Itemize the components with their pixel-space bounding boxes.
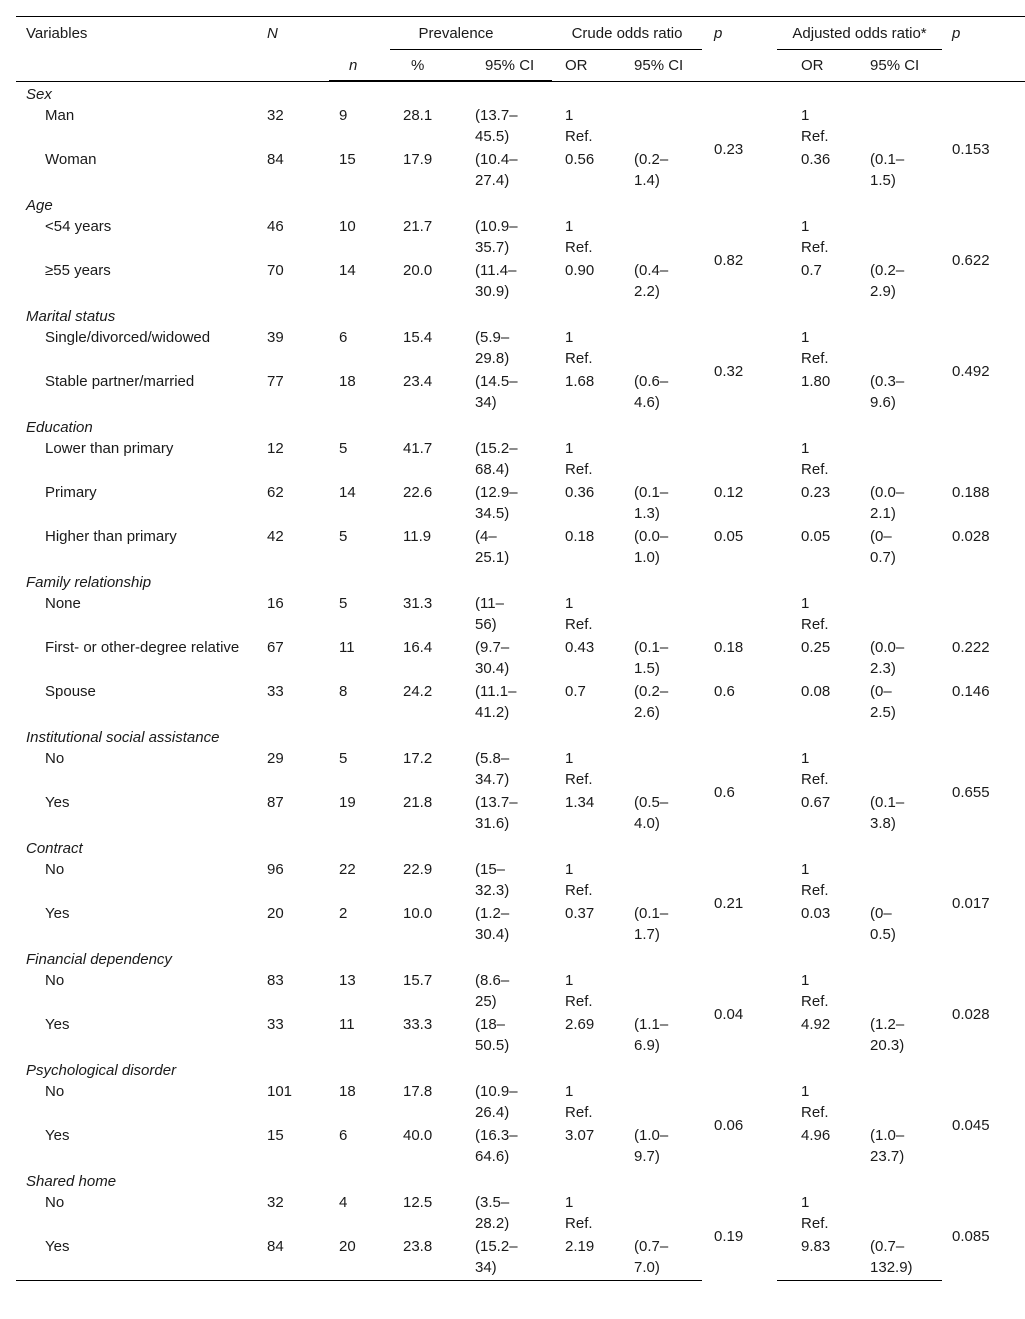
row-label: Man (45, 107, 75, 124)
header-sub-percent: % (390, 50, 466, 82)
cell-or-ci: (0.1– 1.5) (634, 639, 669, 677)
cell-aor-ci: (0.0– 2.1) (870, 484, 905, 522)
table-row (16, 1125, 1025, 1169)
cell-n: 5 (339, 528, 348, 545)
header-variables: Variables (16, 17, 259, 50)
cell-aor: 0.67 (801, 794, 831, 811)
cell-aor: 0.25 (801, 639, 831, 656)
table-row (16, 105, 1025, 149)
cell-aor: 4.96 (801, 1127, 831, 1144)
table-row (16, 526, 1025, 570)
cell-p-adjusted (942, 438, 1025, 482)
row-label: Yes (16, 1236, 259, 1281)
cell-n: 10 (339, 218, 356, 235)
category-label: Institutional social assistance (26, 729, 220, 746)
cell-or-ci: (0.1– 1.3) (634, 484, 669, 522)
cell-percent: 21.8 (403, 794, 433, 811)
cell-percent: 23.4 (403, 373, 433, 390)
cell-n-total: 46 (267, 218, 284, 235)
cell-ci: (16.3– 64.6) (475, 1127, 518, 1165)
cell-or: 1.68 (565, 373, 595, 390)
cell-or-ci: (0.2– 2.6) (634, 683, 669, 721)
row-label: First- or other-degree relative (45, 639, 240, 656)
cell-ci: (13.7– 31.6) (475, 794, 518, 832)
cell-or-ci: (0.6– 4.6) (634, 373, 669, 411)
category-label: Sex (26, 86, 52, 103)
cell-aor-ci: (0.1– 1.5) (870, 151, 905, 189)
category-row (16, 1058, 1025, 1081)
row-label: Yes (45, 794, 70, 811)
cell-percent: 17.8 (403, 1083, 433, 1100)
cell-or: 3.07 (565, 1127, 595, 1144)
table-row (16, 216, 1025, 260)
table-row (16, 1192, 1025, 1236)
cell-aor: 1 Ref. (801, 750, 829, 788)
cell-or: 1 Ref. (565, 218, 593, 256)
table-row (16, 438, 1025, 482)
cell-aor-ci: (0– 2.5) (870, 683, 896, 721)
cell-p-adjusted: 0.085 (952, 1227, 990, 1245)
cell-or: 2.19 (552, 1236, 625, 1281)
cell-or: 1 Ref. (565, 750, 593, 788)
cell-ci: (5.9– 29.8) (475, 329, 510, 367)
cell-n-total: 32 (267, 1194, 284, 1211)
cell-ci: (8.6– 25) (475, 972, 510, 1010)
cell-ci: (10.4– 27.4) (475, 151, 518, 189)
header-p-crude: p (702, 17, 777, 50)
cell-p-crude (702, 438, 777, 482)
cell-or: 0.43 (565, 639, 595, 656)
header-sub-aor: OR (777, 50, 852, 82)
cell-or-ci (625, 593, 702, 637)
cell-p-adjusted: 0.146 (952, 683, 990, 700)
cell-or-ci: (0.4– 2.2) (634, 262, 669, 300)
cell-p-crude: 0.18 (714, 639, 744, 656)
header-sub-or-ci: 95% CI (625, 50, 702, 82)
table-row (16, 903, 1025, 947)
cell-n-total: 84 (259, 1236, 329, 1281)
cell-or: 2.69 (565, 1016, 595, 1033)
header-spacer (329, 17, 390, 50)
row-label: No (45, 861, 65, 878)
category-label: Psychological disorder (26, 1062, 177, 1079)
cell-aor-ci: (0.3– 9.6) (870, 373, 905, 411)
cell-or-ci (625, 1192, 702, 1236)
cell-n-total: 12 (267, 440, 284, 457)
category-label: Shared home (26, 1173, 117, 1190)
row-label: No (45, 1194, 65, 1211)
cell-p-crude: 0.12 (714, 484, 744, 501)
cell-n: 9 (339, 107, 348, 124)
table-row (16, 593, 1025, 637)
cell-percent: 12.5 (403, 1194, 433, 1211)
header-p-adjusted: p (942, 17, 1025, 50)
table-row (16, 792, 1025, 836)
cell-ci: (5.8– 34.7) (475, 750, 510, 788)
cell-or-ci (625, 748, 702, 792)
table-row (16, 748, 1025, 792)
cell-percent: 23.8 (390, 1236, 466, 1281)
category-row (16, 570, 1025, 593)
cell-ci: (15.2– 34) (466, 1236, 552, 1281)
header-sub-aor-ci: 95% CI (852, 50, 942, 82)
cell-n: 6 (339, 329, 348, 346)
cell-n-total: 96 (267, 861, 284, 878)
cell-n-total: 32 (267, 107, 284, 124)
cell-or: 1 Ref. (565, 595, 593, 633)
table-body (16, 82, 1025, 1281)
cell-n-total: 83 (267, 972, 284, 989)
cell-aor-ci (852, 327, 942, 371)
cell-aor-ci: (0.0– 2.3) (870, 639, 905, 677)
cell-n-total: 70 (267, 262, 284, 279)
category-label: Education (26, 419, 93, 436)
cell-p-adjusted: 0.028 (952, 1005, 990, 1023)
category-label: Financial dependency (26, 951, 172, 968)
cell-p-crude: 0.06 (714, 1116, 744, 1134)
row-label: Yes (45, 1016, 70, 1033)
cell-ci: (11.4– 30.9) (475, 262, 517, 300)
cell-percent: 15.4 (403, 329, 433, 346)
cell-p-crude: 0.21 (714, 894, 744, 912)
category-row (16, 1169, 1025, 1192)
cell-p-crude: 0.04 (714, 1005, 744, 1023)
cell-or: 1 Ref. (565, 972, 593, 1010)
category-row (16, 193, 1025, 216)
cell-ci: (10.9– 26.4) (475, 1083, 518, 1121)
table-row (16, 260, 1025, 304)
cell-or: 1 Ref. (565, 1194, 593, 1232)
cell-ci: (10.9– 35.7) (475, 218, 518, 256)
cell-n-total: 15 (267, 1127, 284, 1144)
table-row (16, 970, 1025, 1014)
cell-p-adjusted: 0.188 (952, 484, 990, 501)
cell-p-crude: 0.05 (714, 528, 744, 545)
category-row (16, 82, 1025, 106)
cell-n-total: 20 (267, 905, 284, 922)
cell-ci: (1.2– 30.4) (475, 905, 510, 943)
cell-n: 19 (339, 794, 356, 811)
cell-ci: (11– 56) (475, 595, 504, 633)
table-row (16, 637, 1025, 681)
cell-ci: (12.9– 34.5) (475, 484, 518, 522)
cell-p-adjusted: 0.222 (952, 639, 990, 656)
cell-or: 1 Ref. (565, 861, 593, 899)
cell-aor-ci: (1.0– 23.7) (870, 1127, 905, 1165)
cell-n-total: 84 (267, 151, 284, 168)
row-label: No (45, 750, 65, 767)
cell-p-crude (702, 593, 777, 637)
category-label: Family relationship (26, 574, 152, 591)
cell-n: 8 (339, 683, 348, 700)
cell-ci: (9.7– 30.4) (475, 639, 510, 677)
cell-aor: 1 Ref. (801, 440, 829, 478)
table-row (16, 482, 1025, 526)
cell-aor-ci (852, 1192, 942, 1236)
header-n-total: N (259, 17, 329, 50)
cell-ci: (18– 50.5) (475, 1016, 510, 1054)
table-row (16, 1014, 1025, 1058)
cell-or: 0.7 (565, 683, 586, 700)
cell-n: 11 (339, 639, 355, 656)
cell-or: 1.34 (565, 794, 595, 811)
cell-or: 0.37 (565, 905, 595, 922)
cell-aor: 1 Ref. (801, 218, 829, 256)
cell-n: 15 (339, 151, 356, 168)
category-label: Contract (26, 840, 83, 857)
cell-p-crude: 0.19 (714, 1227, 744, 1245)
cell-ci: (13.7– 45.5) (475, 107, 518, 145)
cell-n: 5 (339, 440, 348, 457)
cell-or-ci (625, 859, 702, 903)
cell-aor: 0.7 (801, 262, 822, 279)
cell-ci: (15.2– 68.4) (475, 440, 518, 478)
cell-percent: 16.4 (403, 639, 433, 656)
cell-p-crude: 0.23 (714, 140, 744, 158)
cell-or-ci: (0.2– 1.4) (634, 151, 669, 189)
cell-aor: 0.23 (801, 484, 831, 501)
cell-n-total: 16 (267, 595, 284, 612)
cell-ci: (15– 32.3) (475, 861, 510, 899)
cell-or: 0.90 (565, 262, 595, 279)
cell-aor-ci: (0.2– 2.9) (870, 262, 905, 300)
cell-n-total: 62 (267, 484, 284, 501)
row-label: No (45, 972, 65, 989)
cell-percent: 15.7 (403, 972, 433, 989)
cell-n-total: 87 (267, 794, 284, 811)
row-label: Yes (45, 1127, 70, 1144)
cell-aor-ci (852, 748, 942, 792)
cell-or-ci (625, 327, 702, 371)
cell-aor: 1.80 (801, 373, 831, 390)
cell-or-ci: (0.5– 4.0) (634, 794, 669, 832)
cell-p-adjusted (942, 593, 1025, 637)
cell-percent: 22.9 (403, 861, 433, 878)
cell-p-adjusted: 0.622 (952, 251, 990, 269)
cell-percent: 11.9 (403, 528, 432, 545)
cell-or-ci (625, 438, 702, 482)
cell-n: 14 (339, 262, 356, 279)
row-label: Stable partner/married (45, 373, 195, 390)
cell-percent: 20.0 (403, 262, 433, 279)
row-label: <54 years (45, 218, 112, 235)
cell-n: 22 (339, 861, 356, 878)
cell-or: 1 Ref. (565, 1083, 593, 1121)
cell-n-total: 33 (267, 683, 284, 700)
cell-aor-ci (852, 859, 942, 903)
cell-aor: 0.36 (801, 151, 831, 168)
cell-percent: 21.7 (403, 218, 433, 235)
header-row-2 (16, 50, 1025, 82)
cell-percent: 33.3 (403, 1016, 433, 1033)
cell-aor: 1 Ref. (801, 972, 829, 1010)
table-row (16, 859, 1025, 903)
cell-or: 1 Ref. (565, 329, 593, 367)
cell-n: 13 (339, 972, 356, 989)
cell-n: 4 (339, 1194, 348, 1211)
header-crude-odds-ratio: Crude odds ratio (552, 17, 702, 50)
cell-n: 6 (339, 1127, 348, 1144)
cell-aor: 1 Ref. (801, 107, 829, 145)
category-label: Age (26, 197, 53, 214)
cell-aor: 1 Ref. (801, 329, 829, 367)
cell-aor: 1 Ref. (801, 861, 829, 899)
cell-n-total: 67 (267, 639, 284, 656)
cell-or-ci (625, 970, 702, 1014)
row-label: Yes (45, 905, 70, 922)
cell-or-ci: (0.0– 1.0) (634, 528, 669, 566)
cell-percent: 17.9 (403, 151, 433, 168)
header-sub-n: n (329, 50, 390, 82)
cell-percent: 24.2 (403, 683, 433, 700)
cell-aor-ci: (0– 0.7) (870, 528, 896, 566)
table-row (16, 371, 1025, 415)
cell-n-total: 33 (267, 1016, 284, 1033)
cell-aor: 4.92 (801, 1016, 831, 1033)
cell-or-ci: (1.0– 9.7) (634, 1127, 669, 1165)
cell-or-ci: (0.7– 7.0) (625, 1236, 702, 1281)
cell-percent: 31.3 (403, 595, 433, 612)
category-label: Marital status (26, 308, 116, 325)
row-label: None (45, 595, 81, 612)
header-row-1 (16, 17, 1025, 50)
cell-n-total: 39 (267, 329, 284, 346)
cell-percent: 22.6 (403, 484, 433, 501)
header-sub-or: OR (552, 50, 625, 82)
row-label: Spouse (45, 683, 96, 700)
cell-n: 11 (339, 1016, 355, 1033)
table-row (16, 149, 1025, 193)
cell-percent: 41.7 (403, 440, 433, 457)
cell-n: 18 (339, 1083, 356, 1100)
header-sub-ci: 95% CI (466, 50, 552, 82)
category-row (16, 725, 1025, 748)
cell-or-ci (625, 216, 702, 260)
table-row (16, 681, 1025, 725)
cell-or-ci: (0.1– 1.7) (634, 905, 669, 943)
cell-ci: (14.5– 34) (475, 373, 518, 411)
cell-aor-ci (852, 438, 942, 482)
cell-ci: (4– 25.1) (475, 528, 510, 566)
cell-aor-ci (852, 1081, 942, 1125)
cell-or: 0.36 (565, 484, 595, 501)
category-row (16, 304, 1025, 327)
cell-n-total: 77 (267, 373, 284, 390)
cell-percent: 17.2 (403, 750, 433, 767)
header-adjusted-odds-ratio: Adjusted odds ratio* (777, 17, 942, 50)
cell-aor-ci (852, 970, 942, 1014)
row-label: Woman (45, 151, 97, 168)
odds-ratio-table (16, 16, 1025, 1281)
category-row (16, 415, 1025, 438)
category-row (16, 836, 1025, 859)
cell-n: 5 (339, 595, 348, 612)
cell-p-crude: 0.32 (714, 362, 744, 380)
cell-ci: (3.5– 28.2) (475, 1194, 510, 1232)
cell-aor: 0.03 (801, 905, 831, 922)
cell-aor-ci: (0.7– 132.9) (852, 1236, 942, 1281)
cell-p-crude: 0.6 (714, 683, 735, 700)
row-label: Single/divorced/widowed (45, 329, 211, 346)
row-label: Primary (45, 484, 97, 501)
table-row (16, 1236, 1025, 1281)
cell-or: 1 Ref. (565, 107, 593, 145)
row-label: No (45, 1083, 65, 1100)
cell-or-ci (625, 105, 702, 149)
cell-n: 20 (329, 1236, 390, 1281)
category-row (16, 947, 1025, 970)
cell-aor-ci (852, 216, 942, 260)
cell-percent: 40.0 (403, 1127, 433, 1144)
row-label: Lower than primary (45, 440, 174, 457)
cell-aor: 9.83 (777, 1236, 852, 1281)
cell-aor-ci (852, 593, 942, 637)
cell-aor: 0.08 (801, 683, 831, 700)
cell-p-adjusted: 0.017 (952, 894, 990, 912)
cell-aor: 0.05 (801, 528, 831, 545)
cell-p-adjusted: 0.153 (952, 140, 990, 158)
cell-or: 0.18 (565, 528, 595, 545)
cell-p-adjusted: 0.028 (952, 528, 990, 545)
cell-aor-ci: (1.2– 20.3) (870, 1016, 905, 1054)
cell-n-total: 42 (267, 528, 284, 545)
cell-percent: 10.0 (403, 905, 433, 922)
cell-p-adjusted: 0.655 (952, 783, 990, 801)
cell-n-total: 101 (267, 1083, 293, 1100)
cell-n: 14 (339, 484, 356, 501)
cell-percent: 28.1 (403, 107, 433, 124)
header-prevalence: Prevalence (390, 17, 552, 50)
cell-aor: 1 Ref. (801, 1083, 829, 1121)
cell-p-crude: 0.82 (714, 251, 744, 269)
cell-p-crude: 0.6 (714, 783, 735, 801)
cell-or: 1 Ref. (565, 440, 593, 478)
cell-or-ci (625, 1081, 702, 1125)
cell-aor-ci: (0.1– 3.8) (870, 794, 905, 832)
row-label: Higher than primary (45, 528, 177, 545)
row-label: ≥55 years (45, 262, 111, 279)
cell-aor: 1 Ref. (801, 595, 829, 633)
cell-n-total: 29 (267, 750, 284, 767)
table-row (16, 327, 1025, 371)
cell-p-adjusted: 0.045 (952, 1116, 990, 1134)
cell-n: 18 (339, 373, 356, 390)
cell-aor: 1 Ref. (801, 1194, 829, 1232)
cell-n: 5 (339, 750, 348, 767)
table-row (16, 1081, 1025, 1125)
cell-or-ci: (1.1– 6.9) (634, 1016, 669, 1054)
cell-aor-ci: (0– 0.5) (870, 905, 896, 943)
cell-aor-ci (852, 105, 942, 149)
cell-n: 2 (339, 905, 348, 922)
cell-or: 0.56 (565, 151, 595, 168)
cell-ci: (11.1– 41.2) (475, 683, 517, 721)
cell-p-adjusted: 0.492 (952, 362, 990, 380)
